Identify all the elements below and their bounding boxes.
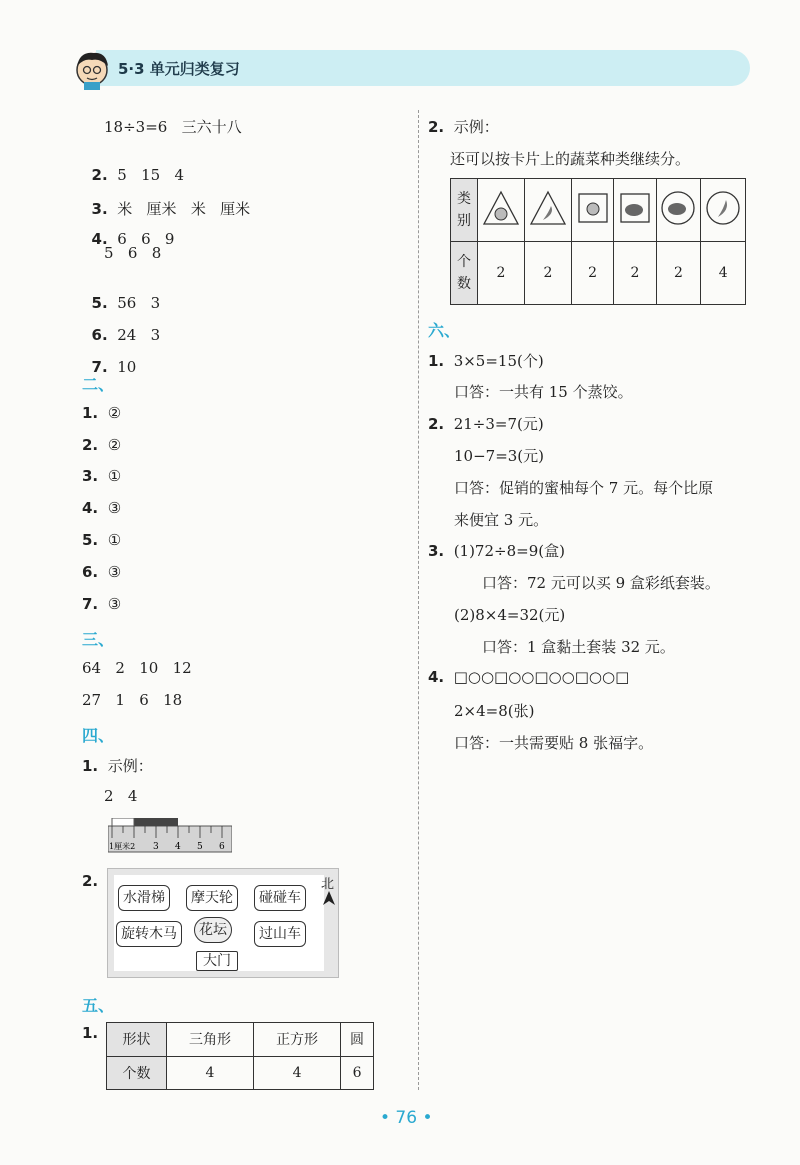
s6-q1: 1. 3×5=15(个)	[428, 352, 544, 370]
veg-card	[478, 179, 525, 242]
table-header: 形状	[107, 1023, 167, 1057]
map-place: 水滑梯	[118, 885, 170, 911]
ruler-figure	[108, 818, 232, 854]
s4-q1: 1. 示例：	[82, 757, 153, 775]
table-cell: 2	[478, 242, 525, 305]
veg-card	[524, 179, 571, 242]
s3-answer-line1: 64 2 10 12	[82, 659, 192, 677]
veg-row-label: 类 别	[451, 179, 478, 242]
s2-answer: 6. ③	[82, 563, 122, 581]
section-6-heading: 六、	[428, 321, 461, 340]
s6-q1-answer: 口答：一共有 15 个蒸饺。	[454, 383, 633, 401]
s6-q3-answer1: 口答：72 元可以买 9 盒彩纸套装。	[482, 574, 720, 592]
section-4-heading: 四、	[82, 726, 115, 745]
section-2-heading: 二、	[82, 375, 115, 394]
s2-answer: 2. ②	[82, 436, 122, 454]
section-3-heading: 三、	[82, 630, 115, 649]
q2-answer: 2. 5 15 4	[91, 166, 185, 184]
table-row-label: 个数	[107, 1056, 167, 1090]
table-header: 正方形	[254, 1023, 341, 1057]
north-arrow-icon	[323, 891, 335, 905]
circle-eggplant-icon	[660, 190, 696, 226]
map-place: 旋转木马	[116, 921, 182, 947]
s6-q2-line2: 10−7=3(元)	[454, 447, 545, 465]
square-tomato-icon	[576, 191, 610, 225]
map-place: 过山车	[254, 921, 306, 947]
table-cell: 2	[614, 242, 656, 305]
table-header: 圆	[341, 1023, 374, 1057]
table-cell: 4	[701, 242, 746, 305]
column-divider	[418, 110, 419, 1090]
map-place: 大门	[196, 951, 238, 971]
ruler-label: 3	[153, 842, 159, 852]
q4-answer-line2: 5 6 8	[104, 244, 162, 262]
s6-q4-line2: 2×4=8(张)	[454, 702, 535, 720]
s6-q4: 4. □○○□○○□○○□○○□	[428, 668, 630, 686]
veg-row-label: 个 数	[451, 242, 478, 305]
page-number: • 76 •	[380, 1108, 433, 1128]
s6-q3: 3. (1)72÷8=9(盒)	[428, 542, 565, 560]
s2-answer: 5. ①	[82, 531, 122, 549]
table-cell: 2	[524, 242, 571, 305]
s6-q3-answer2: 口答：1 盒黏土套装 32 元。	[482, 638, 675, 656]
ruler-label: 4	[175, 842, 181, 852]
map-place: 花坛	[194, 917, 232, 943]
map-place: 摩天轮	[186, 885, 238, 911]
s6-q3-part2: (2)8×4=32(元)	[454, 606, 566, 624]
ruler-label: 6	[219, 842, 225, 852]
table-cell: 4	[166, 1056, 253, 1090]
q7-answer: 7. 10	[91, 358, 137, 376]
veg-card	[701, 179, 746, 242]
s2-answer: 7. ③	[82, 595, 122, 613]
veg-card	[656, 179, 701, 242]
header-title: 5·3 单元归类复习	[118, 60, 240, 78]
s6-q2-answer: 口答：促销的蜜柚每个 7 元。每个比原	[454, 479, 714, 497]
q6-answer: 6. 24 3	[91, 326, 161, 344]
answer-line: 18÷3=6 三六十八	[104, 118, 242, 136]
s2-answer: 3. ①	[82, 467, 122, 485]
north-label: 北	[320, 877, 334, 892]
table-cell: 2	[571, 242, 613, 305]
q5-answer: 5. 56 3	[91, 294, 161, 312]
veg-card	[571, 179, 613, 242]
s2-answer: 4. ③	[82, 499, 122, 517]
vegetable-table	[450, 178, 746, 305]
map-place: 碰碰车	[254, 885, 306, 911]
table-cell: 6	[341, 1056, 374, 1090]
r-q2-text: 还可以按卡片上的蔬菜种类继续分。	[450, 150, 691, 168]
q4-answer: 4. 6 6 9	[91, 230, 175, 248]
table-header: 三角形	[166, 1023, 253, 1057]
s5-q1: 1.	[82, 1024, 99, 1042]
section-5-heading: 五、	[82, 996, 115, 1015]
shape-table	[106, 1022, 374, 1090]
s6-q4-answer: 口答：一共需要贴 8 张福字。	[454, 734, 654, 752]
triangle-tomato-icon	[482, 190, 520, 226]
circle-pepper-icon	[705, 190, 741, 226]
s4-q2: 2.	[82, 872, 99, 890]
q3-answer: 3. 米 厘米 米 厘米	[91, 200, 251, 218]
triangle-pepper-icon	[529, 190, 567, 226]
s2-answer: 1. ②	[82, 404, 122, 422]
square-eggplant-icon	[618, 191, 652, 225]
s3-answer-line2: 27 1 6 18	[82, 691, 183, 709]
table-cell: 4	[254, 1056, 341, 1090]
s6-q2: 2. 21÷3=7(元)	[428, 415, 544, 433]
ruler-label: 5	[197, 842, 203, 852]
r-q2: 2. 示例：	[428, 118, 499, 136]
mascot-icon	[70, 46, 116, 92]
veg-card	[614, 179, 656, 242]
park-map	[107, 868, 339, 978]
ruler-label: 1厘米2	[109, 842, 136, 851]
s6-q2-answer-cont: 来便宜 3 元。	[454, 511, 549, 529]
s4-q1-answer: 2 4	[104, 787, 138, 805]
table-cell: 2	[656, 242, 701, 305]
